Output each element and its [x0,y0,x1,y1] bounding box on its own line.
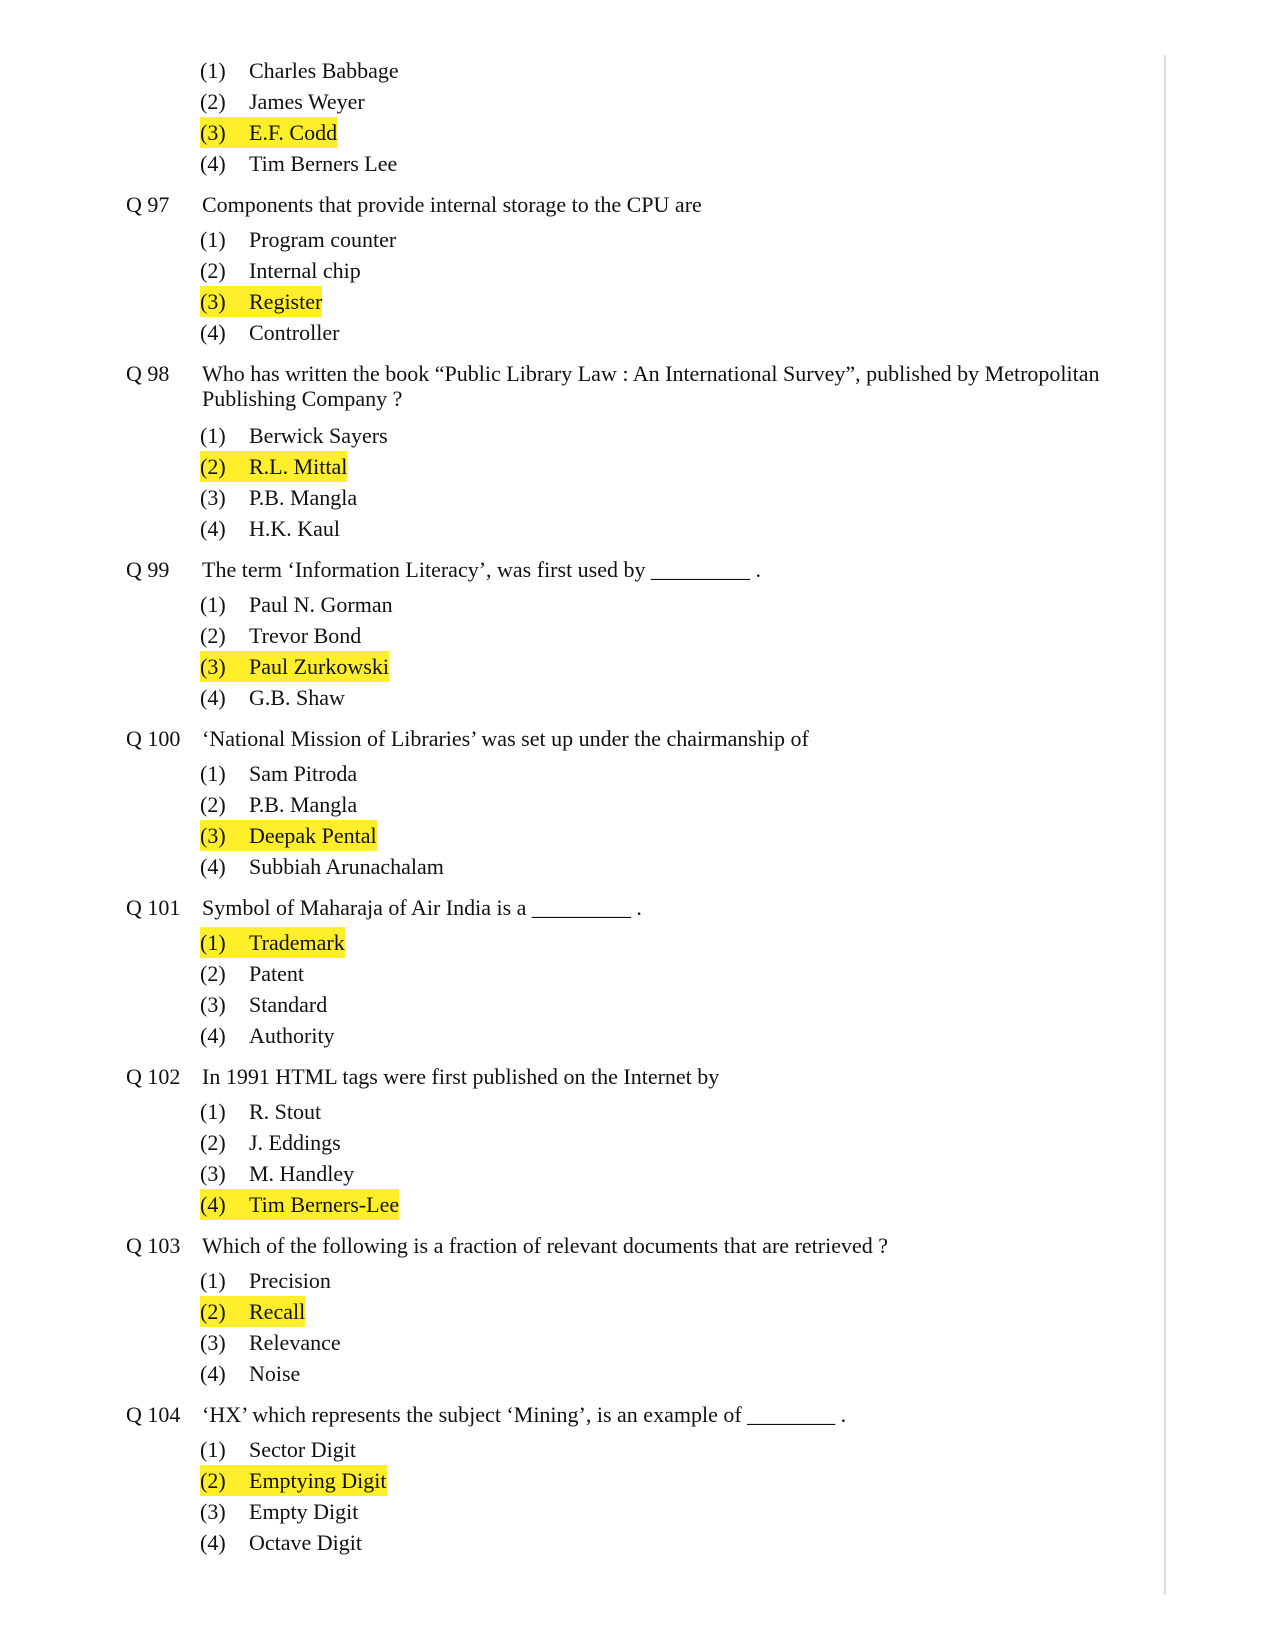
q102-number: Q 102 [126,1064,181,1089]
q104-option-3: (3) Empty Digit [200,1499,359,1524]
q100-option-4: (4) Subbiah Arunachalam [200,854,444,879]
q97-option-4: (4) Controller [200,320,340,345]
q103-option-2-answer: (2) Recall [200,1296,305,1327]
q98-option-2-answer: (2) R.L. Mittal [200,451,347,482]
q103-option-1: (1) Precision [200,1268,331,1293]
q101-option-3: (3) Standard [200,992,328,1017]
q96-option-3-answer: (3) E.F. Codd [200,117,337,148]
q98-option-3: (3) P.B. Mangla [200,485,358,510]
q102-text: In 1991 HTML tags were first published on the Internet by [202,1064,720,1089]
q99-option-1: (1) Paul N. Gorman [200,592,393,617]
q101-text: Symbol of Maharaja of Air India is a _________ . [202,895,642,920]
q98-option-1: (1) Berwick Sayers [200,423,388,448]
q101-option-1-answer: (1) Trademark [200,927,345,958]
q103-option-3: (3) Relevance [200,1330,341,1355]
q103-option-4: (4) Noise [200,1361,301,1386]
q98-option-4: (4) H.K. Kaul [200,516,341,541]
q99-option-3-answer: (3) Paul Zurkowski [200,651,389,682]
q97-text: Components that provide internal storage to the CPU are [202,192,702,217]
q104-option-4: (4) Octave Digit [200,1530,363,1555]
q102-option-3: (3) M. Handley [200,1161,355,1186]
q101-number: Q 101 [126,895,181,920]
q99-text: The term ‘Information Literacy’, was first used by _________ . [202,557,762,582]
q100-option-1: (1) Sam Pitroda [200,761,358,786]
q103-text: Which of the following is a fraction of relevant documents that are retrieved ? [202,1233,889,1258]
q97-number: Q 97 [126,192,170,217]
q104-text: ‘HX’ which represents the subject ‘Mining’, is an example of ________ . [202,1402,847,1427]
q99-option-4: (4) G.B. Shaw [200,685,345,710]
q101-option-4: (4) Authority [200,1023,335,1048]
q97-option-2: (2) Internal chip [200,258,361,283]
q100-text: ‘National Mission of Libraries’ was set up under the chairmanship of [202,726,809,751]
q100-option-2: (2) P.B. Mangla [200,792,358,817]
q99-option-2: (2) Trevor Bond [200,623,362,648]
q100-option-3-answer: (3) Deepak Pental [200,820,377,851]
q97-option-3-answer: (3) Register [200,286,322,317]
q99-number: Q 99 [126,557,170,582]
q102-option-2: (2) J. Eddings [200,1130,341,1155]
q97-option-1: (1) Program counter [200,227,397,252]
q104-option-2-answer: (2) Emptying Digit [200,1465,387,1496]
q103-number: Q 103 [126,1233,181,1258]
q98-number: Q 98 [126,361,170,386]
q101-option-2: (2) Patent [200,961,304,986]
q96-option-4: (4) Tim Berners Lee [200,151,398,176]
q102-option-1: (1) R. Stout [200,1099,322,1124]
q100-number: Q 100 [126,726,181,751]
q96-option-2: (2) James Weyer [200,89,365,114]
q96-option-1: (1) Charles Babbage [200,58,399,83]
q102-option-4-answer: (4) Tim Berners-Lee [200,1189,399,1220]
q98-text: Who has written the book “Public Library Law : An International Survey”, published by Metropolitan Publishing Company ? [202,361,1100,411]
q104-option-1: (1) Sector Digit [200,1437,356,1462]
q104-number: Q 104 [126,1402,181,1427]
